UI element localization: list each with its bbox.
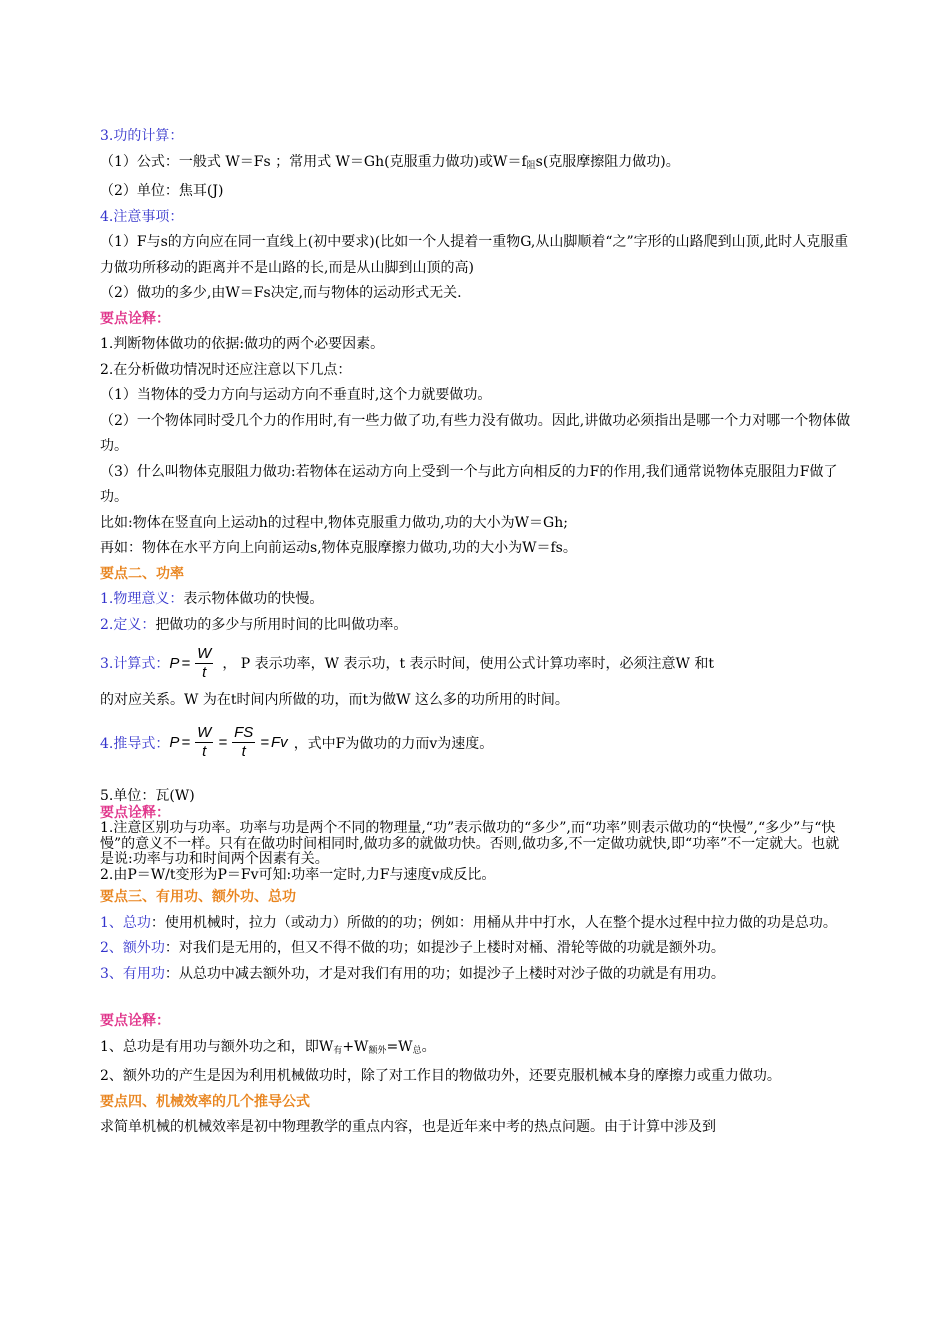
note-paragraph: （2）做功的多少,由W＝Fs决定,而与物体的运动形式无关. — [100, 285, 462, 301]
list-item: 2、额外功：对我们是无用的，但又不得不做的功；如提沙子上楼时对桶、滑轮等做的功就是额外功。 — [100, 940, 725, 956]
list-item: 1、总功：使用机械时，拉力（或动力）所做的的功；例如：用桶从井中打水，人在整个提水过程中拉力做的功是总功。 — [100, 914, 837, 931]
formula-line: （1）公式：一般式 W＝Fs ；常用式 W＝Gh(克服重力做功)或$W=f_阻s$(克服摩擦阻力做功)。 — [100, 153, 680, 171]
formula-symbol: P — [169, 734, 180, 751]
formula-symbol: = — [181, 734, 191, 751]
body-paragraph: 求简单机械的机械效率是初中物理教学的重点内容，也是近年来中考的热点问题。由于计算中涉及到 — [100, 1119, 716, 1135]
list-item: 1.物理意义：表示物体做功的快慢。 — [100, 591, 324, 607]
formula-symbol: = — [218, 734, 228, 751]
key-point-heading: 要点诠释： — [100, 804, 170, 821]
list-item: （1）当物体的受力方向与运动方向不垂直时,这个力就要做功。 — [100, 387, 492, 403]
note-paragraph: （1）F与s的方向应在同一直线上(初中要求)(比如一个人提着一重物G,从山脚顺着“之”字形的山路爬到山顶,此时人克服重力做功所移动的距离并不是山路的长,而是从山脚到山顶的高) — [100, 234, 849, 276]
fraction: $\frac{W}{t}$ — [197, 724, 212, 760]
formula-symbol: = — [260, 734, 270, 751]
fraction: $\frac{W}{t}$ — [197, 644, 212, 681]
section-heading-notes: 4.注意事项： — [100, 208, 184, 225]
list-item: 比如:物体在竖直向上运动h的过程中,物体克服重力做功,功的大小为W＝Gh; — [100, 514, 568, 531]
formula-row-derived: 4.推导式： P = $\frac{W}{t}$ = $\frac{FS}{t}$ = Fv ，式中F为做功的力而v为速度。 — [100, 724, 494, 760]
list-item: 2.定义：把做功的多少与所用时间的比叫做功率。 — [100, 616, 408, 633]
key-point-heading: 要点诠释： — [100, 310, 170, 327]
list-item: 的对应关系。W 为在t时间内所做的功，而t为做W 这么多的功所用的时间。 — [100, 692, 569, 708]
list-item: （2）一个物体同时受几个力的作用时,有一些力做了功,有些力没有做功。因此,讲做功必须指出是哪一个力对哪一个物体做功。 — [100, 412, 851, 454]
formula-symbol: Fv — [271, 734, 288, 751]
note-paragraph: 1.注意区别功与功率。功率与功是两个不同的物理量,“功”表示做功的“多少”,而“功率”则表示做功的“快慢”,“多少”与“快慢”的意义不一样。只有在做功时间相同时,做功多的就做功快。否则,做功多,不一定做功就快,即“功率”不一定就大。也就是说:功率与功和时间两个因素有关。 — [100, 820, 840, 867]
list-item: 1.判断物体做功的依据:做功的两个必要因素。 — [100, 336, 385, 352]
section-heading-useful-work: 要点三、有用功、额外功、总功 — [100, 889, 296, 905]
list-item: 2、额外功的产生是因为利用机械做功时，除了对工作目的物做功外，还要克服机械本身的摩擦力或重力做功。 — [100, 1068, 781, 1084]
unit-line: （2）单位：焦耳(J) — [100, 183, 224, 199]
list-item: 3、有用功：从总功中减去额外功，才是对我们有用的功；如提沙子上楼时对沙子做的功就是有用功。 — [100, 965, 725, 982]
formula-symbol: P — [169, 654, 180, 672]
fraction: $\frac{FS}{t}$ — [234, 724, 254, 760]
note-paragraph: 2.由P＝W/t变形为P＝Fv可知:功率一定时,力F与速度v成反比。 — [100, 866, 496, 883]
formula-symbol: = — [181, 654, 191, 672]
section-heading-power: 要点二、功率 — [100, 565, 184, 582]
list-item: 1、总功是有用功与额外功之和，即$W_有+W_{额外}=W_总$。 — [100, 1038, 436, 1056]
section-heading-efficiency: 要点四、机械效率的几个推导公式 — [100, 1093, 310, 1110]
key-point-heading: 要点诠释： — [100, 1013, 170, 1029]
formula-row-power: 3.计算式： P = $\frac{W}{t}$ ， P 表示功率，W 表示功，t 表示时间，使用公式计算功率时，必须注意W 和t — [100, 644, 715, 681]
list-item: （3）什么叫物体克服阻力做功:若物体在运动方向上受到一个与此方向相反的力F的作用,我们通常说物体克服阻力F做了功。 — [100, 463, 838, 505]
subscript-zu: 阻 — [526, 160, 536, 171]
list-item: 5.单位：瓦(W) — [100, 787, 195, 804]
list-item: 再如：物体在水平方向上向前运动s,物体克服摩擦力做功,功的大小为W＝fs。 — [100, 540, 577, 556]
document-page — [100, 124, 852, 1141]
section-heading-work-calc: 3.功的计算： — [100, 128, 184, 144]
list-item: 2.在分析做功情况时还应注意以下几点： — [100, 361, 352, 378]
